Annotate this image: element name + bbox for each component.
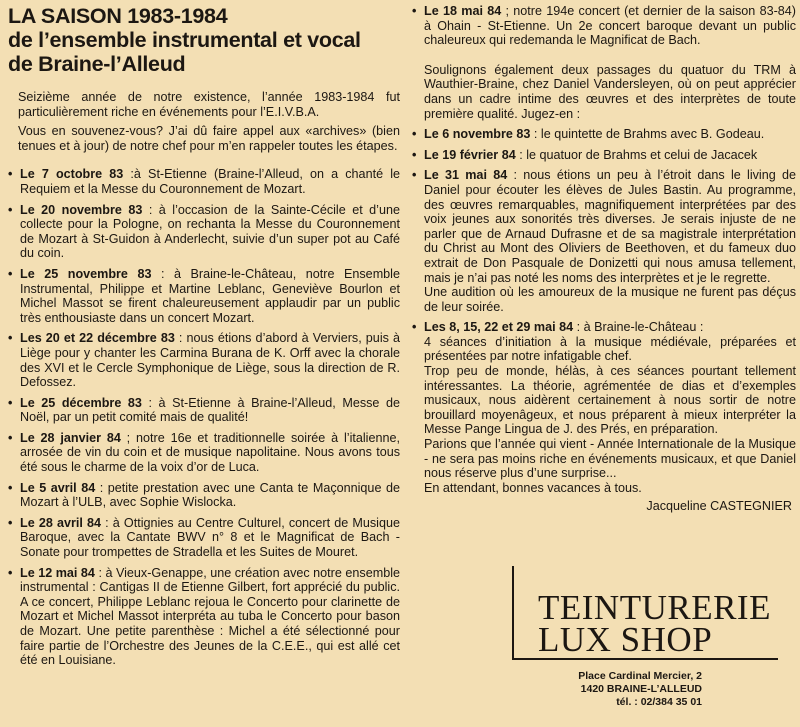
event-date: Le 19 février 84 [424,147,516,162]
bullet-icon: • [8,266,13,281]
event-date: Le 25 novembre 83 [20,266,152,281]
event-text: : à l’occasion de la Sainte-Cécile et d’une collecte pour la Pologne, on rechanta la Messe du Couronnement de Mozart à St-Guidon à Anderlecht, suivie d’un super pot au Café du coin. [20,202,400,261]
right-column [412,4,796,514]
event-date: Le 6 novembre 83 [424,127,531,142]
quatuor-paragraph: Soulignons également deux passages du quatuor du TRM à Wauthier-Braine, chez Daniel Vandersleyen, où on peut apprécier dans un cadre intime des œuvres et des interprètes de toute première qualité. Jugez-en : [424,62,796,121]
title-line-3: de Braine-l’Alleud [8,52,186,76]
event-text: : à Vieux-Genappe, une création avec notre ensemble instrumental : Cantigas II de Etienne Gilbert, fort apprécié du public. A ce concert, Philippe Leblanc rejoua le Concerto pour clarinette de Mozart et Michel Massot interpréta au tuba le Concerto pour bason de Mozart. Une petite parenthèse : Michel a été sélectionné pour faire partie de l’Orchestre des Jeunes de la C.E.E., qui est allé cet été en Louisiane. [20,565,400,668]
event-entry [8,566,400,668]
event-entry [8,516,400,560]
bullet-icon: • [412,127,417,142]
event-entry [412,4,796,48]
event-entry [8,481,400,510]
event-entry [8,331,400,389]
bullet-icon: • [412,320,417,335]
audition-paragraph: Une audition où les amoureux de la musique ne furent pas déçus de leur soirée. [424,285,796,314]
title-line-1: LA SAISON 1983-1984 [8,4,228,28]
seances-paragraph: 4 séances d’initiation à la musique médiévale, préparées et présentées par notre infatigable chef. [424,334,796,364]
ad-business-name-line-1: TEINTURERIE [538,588,771,627]
event-text: :à St-Etienne (Braine-l’Alleud, on a chanté le Requiem et la Messe du Couronnement de Mozart. [20,167,400,196]
event-date: Le 31 mai 84 [424,168,508,183]
event-text: ; notre 194e concert (et dernier de la saison 83-84) à Ohain - St-Etienne. Un 2e concert baroque devant un public chaleureux qui redemanda le Magnificat de Bach. [424,4,796,48]
event-entry [412,148,796,163]
event-text: : à St-Etienne à Braine-l’Alleud, Messe de Noël, par un petit comité mais de qualité! [20,395,400,425]
bullet-icon: • [412,4,417,18]
ad-address [512,670,702,709]
bullet-icon: • [8,480,13,495]
event-text: ; notre 16e et traditionnelle soirée à l’italienne, arrosée de vin du coin et de musique napolitaine. Nous avons tous été sous le charme de la voix d’or de Luca. [20,430,400,475]
author-signature: Jacqueline CASTEGNIER [646,499,792,514]
intro-paragraph-1: Seizième année de notre existence, l’année 1983-1984 fut particulièrement riche en événements pour l’E.I.V.B.A. [18,90,400,119]
event-entry [8,396,400,425]
event-text: : petite prestation avec une Canta te Maçonnique de Mozart à l’ULB, avec Sophie Wislocka. [20,480,400,510]
advertisement [512,566,790,718]
ad-business-name-line-2: LUX SHOP [538,620,713,659]
event-entry [8,203,400,261]
bullet-icon: • [8,331,13,346]
bullet-icon: • [8,565,13,580]
article-title [8,4,400,76]
bullet-icon: • [412,147,417,162]
intro-paragraph-2: Vous en souvenez-vous? J’ai dû faire appel aux «archives» (bien tenues et à jour) de notre chef pour m’en rappeler toutes les étapes. [18,124,400,153]
event-text: : nous étions un peu à l’étroit dans le living de Daniel pour écouter les élèves de Jules Bastin. Au programme, des œuvres remarquables, magnifiquement interprétées par des voix jeunes aux sonorités très diverses. Je serais injuste de ne parler que de Arnaud Dufrasne et de sa magistrale interprétation du Christ au Mont des Oliviers de Beethoven, et du fameux duo extrait de Don Pasquale de Donizetti qui nous amusa tellement, mais je n’ai pas noté les noms des interprètes et je le regrette. [424,168,796,285]
bullet-icon: • [8,202,13,217]
left-column [8,4,400,674]
event-text: : à Braine-le-Château : [573,320,704,335]
ad-street: Place Cardinal Mercier, 2 [578,670,702,682]
trop-peu-paragraph: Trop peu de monde, hélàs, à ces séances pourtant tellement intéressantes. La théorie, agrémentée de dias et d’exemples musicaux, nous aidèrent certainement à nous sortir de notre brouillard moyenâgeux, et nous préparent à mieux interpréter la Messe Pange Lingua de J. des Prés, en préparation. [424,364,796,437]
event-date: Le 7 octobre 83 [20,167,124,182]
event-date: Le 12 mai 84 [20,565,95,580]
ad-phone: tél. : 02/384 35 01 [616,696,702,708]
ad-city: 1420 BRAINE-L’ALLEUD [580,683,702,695]
spacer [412,54,796,63]
parions-paragraph: Parions que l’année qui vient - Année Internationale de la Musique - ne sera pas moins riche en événements musicaux, et que Daniel nous réserve plus d’une surprise... [424,437,796,481]
event-entry [8,267,400,325]
spacer [8,158,400,167]
event-entry [412,320,796,335]
event-text: : à Ottignies au Centre Culturel, concert de Musique Baroque, avec la Cantate BWV n° 8 et le Magnificat de Bach - Sonate pour trompettes de Stradella et les Suites de Mouret. [20,515,400,560]
event-date: Les 20 et 22 décembre 83 [20,331,175,346]
event-text: : le quatuor de Brahms et celui de Jacacek [515,147,758,162]
event-entry [8,431,400,475]
event-entry [412,168,796,285]
event-date: Le 18 mai 84 [424,4,502,18]
bullet-icon: • [8,515,13,530]
bullet-icon: • [8,430,13,445]
event-date: Le 28 janvier 84 [20,430,121,445]
event-entry [412,127,796,142]
event-date: Le 28 avril 84 [20,515,102,530]
event-text: : nous étions d’abord à Verviers, puis à Liège pour y chanter les Carmina Burana de K. Orff avec la chorale des XVI et le Cercle Symphonique de Liège, sous la direction de R. Defossez. [20,331,400,390]
event-date: Les 8, 15, 22 et 29 mai 84 [424,320,574,335]
event-text: : à Braine-le-Château, notre Ensemble Instrumental, Philippe et Martine Leblanc, Geneviève Bourlon et Michel Massot se firent chaleureusement applaudir par un public très enthousiaste dans un concert Mozart. [20,266,400,325]
event-date: Le 20 novembre 83 [20,202,143,217]
event-date: Le 25 décembre 83 [20,395,142,410]
bullet-icon: • [8,167,13,182]
event-date: Le 5 avril 84 [20,480,96,495]
event-entry [8,167,400,196]
bullet-icon: • [8,395,13,410]
bullet-icon: • [412,168,417,183]
title-line-2: de l’ensemble instrumental et vocal [8,28,361,52]
closing-paragraph: En attendant, bonnes vacances à tous. [424,480,642,495]
event-text: : le quintette de Brahms avec B. Godeau. [530,127,765,142]
